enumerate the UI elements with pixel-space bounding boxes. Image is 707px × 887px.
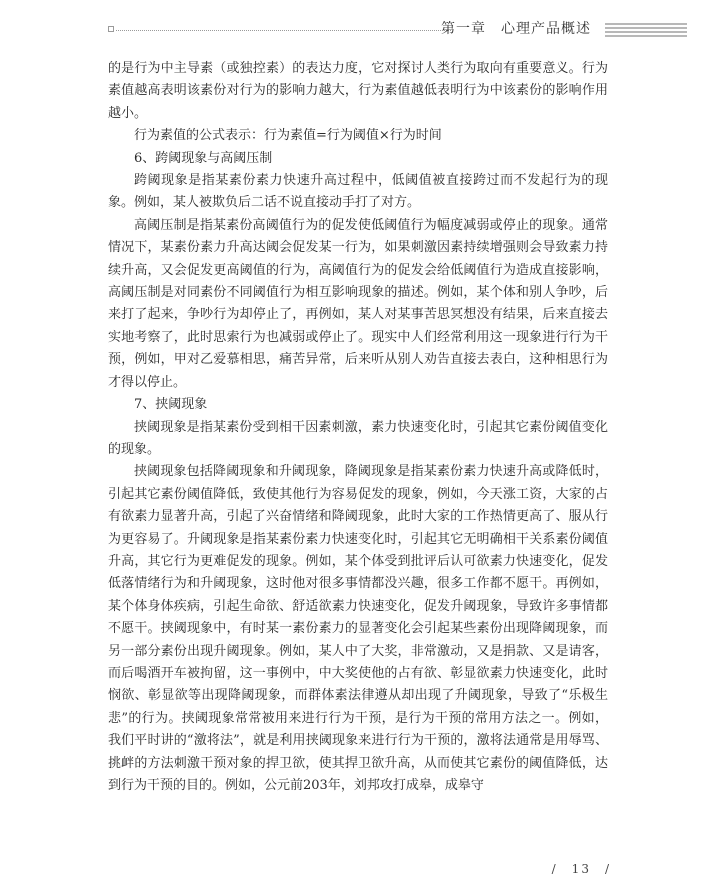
header-square-ornament xyxy=(108,26,114,32)
section-heading: 6、跨阈现象与高阈压制 xyxy=(134,150,273,166)
page-header xyxy=(108,18,687,38)
paragraph: 行为素值的公式表示：行为素值=行为阈值×行为时间 xyxy=(134,128,442,144)
paragraph: 挟阈现象是指某素份受到相干因素刺激，素力快速变化时，引起其它素份阈值变化的现象。 xyxy=(108,419,608,457)
section-heading: 7、挟阈现象 xyxy=(134,397,208,413)
paragraph: 挟阈现象包括降阈现象和升阈现象，降阈现象是指某素份素力快速升高或降低时，引起其它素份阈值降低，致使其他行为容易促发的现象，例如，今天涨工资，大家的占有欲素力显著升高，引起了兴奋情绪和降阈现象，此时大家的工作热情更高了、服从行为更容易了。升阈现象是指某素份素力快速变化时，引起其它无明确相干关系素份阈值升高，其它行为更难促发的现象。例如，某个体受到批评后认可欲素力快速变化，促发低落情绪行为和升阈现象，这时他对很多事情都没兴趣，很多工作都不愿干。再例如，某个体身体疾病，引起生命欲、舒适欲素力快速变化，促发升阈现象，导致许多事情都不愿干。挟阈现象中，有时某一素份素力的显著变化会引起某些素份出现降阈现象，而另一部分素份出现升阈现象。例如，某人中了大奖，非常激动，又是捐款、又是请客，而后喝酒开车被拘留，这一事例中，中大奖使他的占有欲、彰显欲素力快速变化，此时悯欲、彰显欲等出现降阈现象，而群体素法律遵从却出现了升阈现象，导致了“乐极生悲”的行为。挟阈现象常常被用来进行行为干预，是行为干预的常用方法之一。例如，我们平时讲的“激将法”，就是利用挟阈现象来进行行为干预的，激将法通常是用辱骂、挑衅的方法刺激干预对象的捍卫欲，使其捍卫欲升高，从而使其它素份的阈值降低，达到行为干预的目的。例如，公元前203年，刘邦攻打成皋，成皋守 xyxy=(108,464,608,793)
body-text xyxy=(108,58,608,797)
page-number: / 13 / xyxy=(551,862,611,876)
paragraph: 高阈压制是指某素份高阈值行为的促发使低阈值行为幅度减弱或停止的现象。通常情况下，某素份素力升高达阈会促发某一行为，如果刺激因素持续增强则会导致素力持续升高，又会促发更高阈值的行为，高阈值行为的促发会给低阈值行为造成直接影响，高阈压制是对同素份不同阈值行为相互影响现象的描述。例如，某个体和别人争吵，后来打了起来，争吵行为却停止了，再例如，某人对某事苦思冥想没有结果，后来直接去实地考察了，此时思索行为也减弱或停止了。现实中人们经常利用这一现象进行行为干预，例如，甲对乙爱慕相思，痛苦异常，后来听从别人劝告直接去表白，这种相思行为才得以停止。 xyxy=(108,217,608,390)
header-dotted-rule xyxy=(116,30,451,31)
paragraph: 的是行为中主导素（或独控素）的表达力度，它对探讨人类行为取向有重要意义。行为素值越高表明该素份对行为的影响力越大，行为素值越低表明行为中该素份的影响作用越小。 xyxy=(108,61,608,121)
header-bars-ornament xyxy=(605,23,687,39)
chapter-title: 第一章 心理产品概述 xyxy=(441,21,591,37)
paragraph: 跨阈现象是指某素份素力快速升高过程中，低阈值被直接跨过而不发起行为的现象。例如，某人被欺负后二话不说直接动手打了对方。 xyxy=(108,173,608,211)
